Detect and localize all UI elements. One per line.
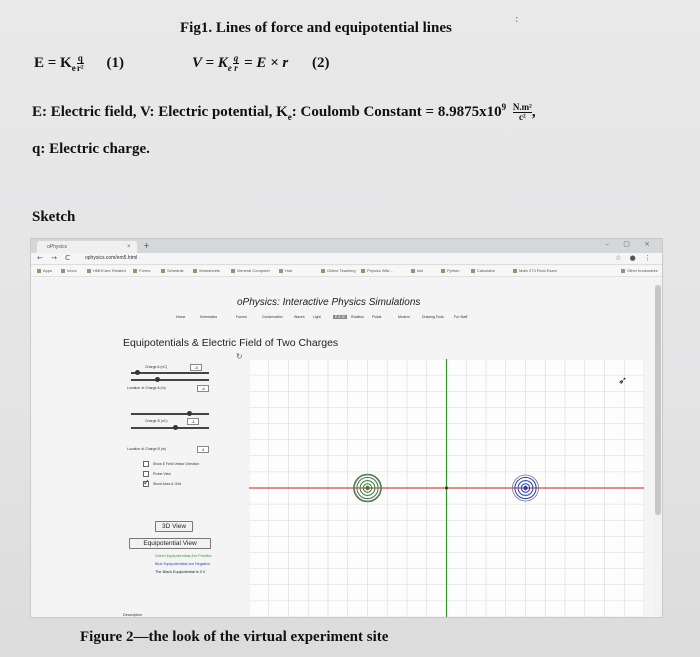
bookmark-icon: [279, 269, 283, 273]
browser-tab[interactable]: [37, 241, 137, 253]
tab-close-icon[interactable]: ×: [127, 244, 131, 250]
bookmark-icon: [411, 269, 415, 273]
bookmark-label: Inbox: [67, 268, 77, 273]
site-menu-item[interactable]: E & M: [335, 315, 345, 319]
slider-knob[interactable]: [173, 425, 178, 430]
sketch-label: Sketch: [32, 209, 76, 225]
bookmark-item[interactable]: [441, 268, 459, 273]
bookmark-icon: [133, 269, 137, 273]
slider-charge-a[interactable]: [127, 365, 207, 375]
bookmark-label: Apps: [43, 268, 53, 273]
site-menu-item[interactable]: Light: [313, 315, 321, 319]
bookmark-label: Calculator: [477, 268, 496, 273]
bookmark-icon: [621, 269, 625, 273]
nav-buttons[interactable]: ← → C: [37, 254, 74, 262]
bookmark-item[interactable]: [621, 268, 658, 273]
site-menu-item[interactable]: Rotation: [351, 315, 365, 319]
tab-label: oPhysics: [47, 244, 68, 250]
bookmark-item[interactable]: [231, 268, 270, 273]
bookmark-item[interactable]: [133, 268, 150, 273]
slider-charge-b[interactable]: [127, 417, 207, 427]
scrollbar-thumb[interactable]: [655, 285, 661, 515]
bookmark-icon: [193, 269, 197, 273]
charge-definition: q: Electric charge.: [32, 141, 150, 157]
checkbox-label: Probe View: [153, 472, 171, 476]
site-menu-item[interactable]: For Staff: [454, 315, 468, 319]
slider-label: Location of Charge A (m): [127, 386, 166, 390]
bookmark-item[interactable]: [471, 268, 495, 273]
window-controls[interactable]: – ▢ ×: [605, 240, 656, 248]
bookmark-item[interactable]: [361, 268, 393, 273]
slider-label: Location of Charge B (m): [127, 447, 167, 451]
bookmark-label: Hub: [285, 268, 293, 273]
reset-icon[interactable]: ↻: [236, 352, 243, 361]
equation-2: $V = K_e$ $\frac{q}{r}$ = E × r (2): [192, 53, 330, 73]
slider-knob[interactable]: [155, 377, 160, 382]
site-title: oPhysics: Interactive Physics Simulations: [237, 297, 421, 308]
equipotential-view-button[interactable]: Equipotential View: [129, 538, 211, 549]
slider-value-input[interactable]: -3: [190, 364, 202, 371]
slider-track[interactable]: [131, 372, 209, 374]
legend-negative: Blue Equipotentials are Negative: [155, 562, 211, 566]
bookmark-icon: [361, 269, 365, 273]
bookmark-label: Physics Wiki...: [367, 268, 393, 273]
slider-knob[interactable]: [187, 411, 192, 416]
definitions-line: E: Electric field, V: Electric potential, $K_e$: Coulomb Constant = $8.9875x10^9$ $\frac{\text{N.m²}}{\text{c²}}$ ,: [32, 102, 536, 123]
extension-icons[interactable]: ☆ ● ⋮: [615, 254, 654, 262]
bookmark-label: Forms: [139, 268, 151, 273]
3d-view-button[interactable]: 3D View: [155, 521, 193, 532]
checkbox-axes-grid[interactable]: [143, 481, 149, 487]
bookmark-icon: [61, 269, 65, 273]
slider-value-input[interactable]: 4: [197, 446, 209, 453]
site-menu-item[interactable]: Fluids: [372, 315, 382, 319]
slider-track[interactable]: [131, 413, 209, 415]
browser-nav-bar: [31, 253, 662, 265]
slider-track[interactable]: [131, 379, 209, 381]
bookmark-item[interactable]: [87, 268, 126, 273]
charge-a-marker: [365, 486, 369, 490]
slider-knob[interactable]: [135, 370, 140, 375]
bookmark-item[interactable]: [321, 268, 356, 273]
checkbox-probe[interactable]: [143, 471, 149, 477]
bookmark-icon: [321, 269, 325, 273]
figure-title: Fig1. Lines of force and equipotential lines: [180, 20, 452, 36]
equation-1: $E = K_e$ $\frac{q}{\text{r²}}$ (1): [34, 53, 124, 73]
site-menu-item[interactable]: Conservation: [262, 315, 283, 319]
bookmark-item[interactable]: [279, 268, 292, 273]
simulation-title: Equipotentials & Electric Field of Two Charges: [123, 337, 339, 349]
bookmark-label: Inkl: [417, 268, 424, 273]
bookmark-icon: [441, 269, 445, 273]
address-bar[interactable]: ophysics.com/em5.html: [85, 255, 138, 261]
new-tab-icon[interactable]: +: [143, 241, 150, 250]
control-panel: [123, 357, 243, 617]
bookmark-icon: [87, 269, 91, 273]
bookmark-label: Python: [447, 268, 460, 273]
site-menu-item[interactable]: Home: [176, 315, 186, 319]
slider-value-input[interactable]: -1: [187, 418, 199, 425]
description-label: Description: [123, 613, 142, 617]
bookmark-label: HMHCare Related: [93, 268, 126, 273]
slider-track[interactable]: [131, 427, 209, 429]
bookmark-item[interactable]: [513, 268, 557, 273]
bookmark-icon: [471, 269, 475, 273]
site-menu-item[interactable]: Waves: [294, 315, 305, 319]
bookmark-label: Worksheets: [199, 268, 221, 273]
legend-positive: Green Equipotentials Are Positive: [155, 554, 212, 558]
checkbox-e-field[interactable]: [143, 461, 149, 467]
bookmark-icon: [513, 269, 517, 273]
figure-caption: Figure 2—the look of the virtual experiment site: [80, 629, 389, 645]
site-menu-item[interactable]: Kinematics: [200, 315, 218, 319]
bookmark-label: Online Teaching: [327, 268, 356, 273]
slider-label: Charge A (nC): [145, 365, 168, 369]
slider-label: Charge B (nC): [145, 419, 168, 423]
site-menu-item[interactable]: Drawing Tools: [422, 315, 444, 319]
bookmark-item[interactable]: [411, 268, 423, 273]
site-menu-item[interactable]: Forces: [236, 315, 247, 319]
page-scrollbar[interactable]: [654, 279, 662, 618]
bookmarks-bar: [31, 266, 662, 277]
bookmark-item[interactable]: [61, 268, 77, 273]
legend-zero: The Black Equipotential is 0 V: [155, 570, 206, 574]
bookmark-item[interactable]: [37, 268, 52, 273]
corner-mark: :: [515, 14, 519, 25]
virtual-lab-screenshot: [30, 238, 663, 618]
slider-location-a[interactable]: [127, 383, 207, 393]
bookmark-item[interactable]: [161, 268, 184, 273]
bookmark-label: Math 273 Final Exam: [519, 268, 557, 273]
bookmark-label: Schedule: [167, 268, 184, 273]
origin-marker: [445, 487, 448, 490]
checkbox-label: Show E Field Vector Direction: [153, 462, 200, 466]
slider-value-input[interactable]: -4: [197, 385, 209, 392]
browser-tab-bar: [31, 239, 662, 253]
slider-location-b[interactable]: [127, 447, 207, 457]
bookmark-label: General Computer: [237, 268, 270, 273]
bookmark-label: Other bookmarks: [627, 268, 658, 273]
field-plot[interactable]: [249, 359, 644, 617]
charge-b-marker: [523, 486, 527, 490]
bookmark-item[interactable]: [193, 268, 220, 273]
checkbox-label: Show Axes & Grid: [153, 482, 182, 486]
bookmark-icon: [37, 269, 41, 273]
bookmark-icon: [161, 269, 165, 273]
mouse-cursor-icon: ➶: [618, 374, 628, 387]
bookmark-icon: [231, 269, 235, 273]
site-menu-item[interactable]: Modern: [398, 315, 410, 319]
